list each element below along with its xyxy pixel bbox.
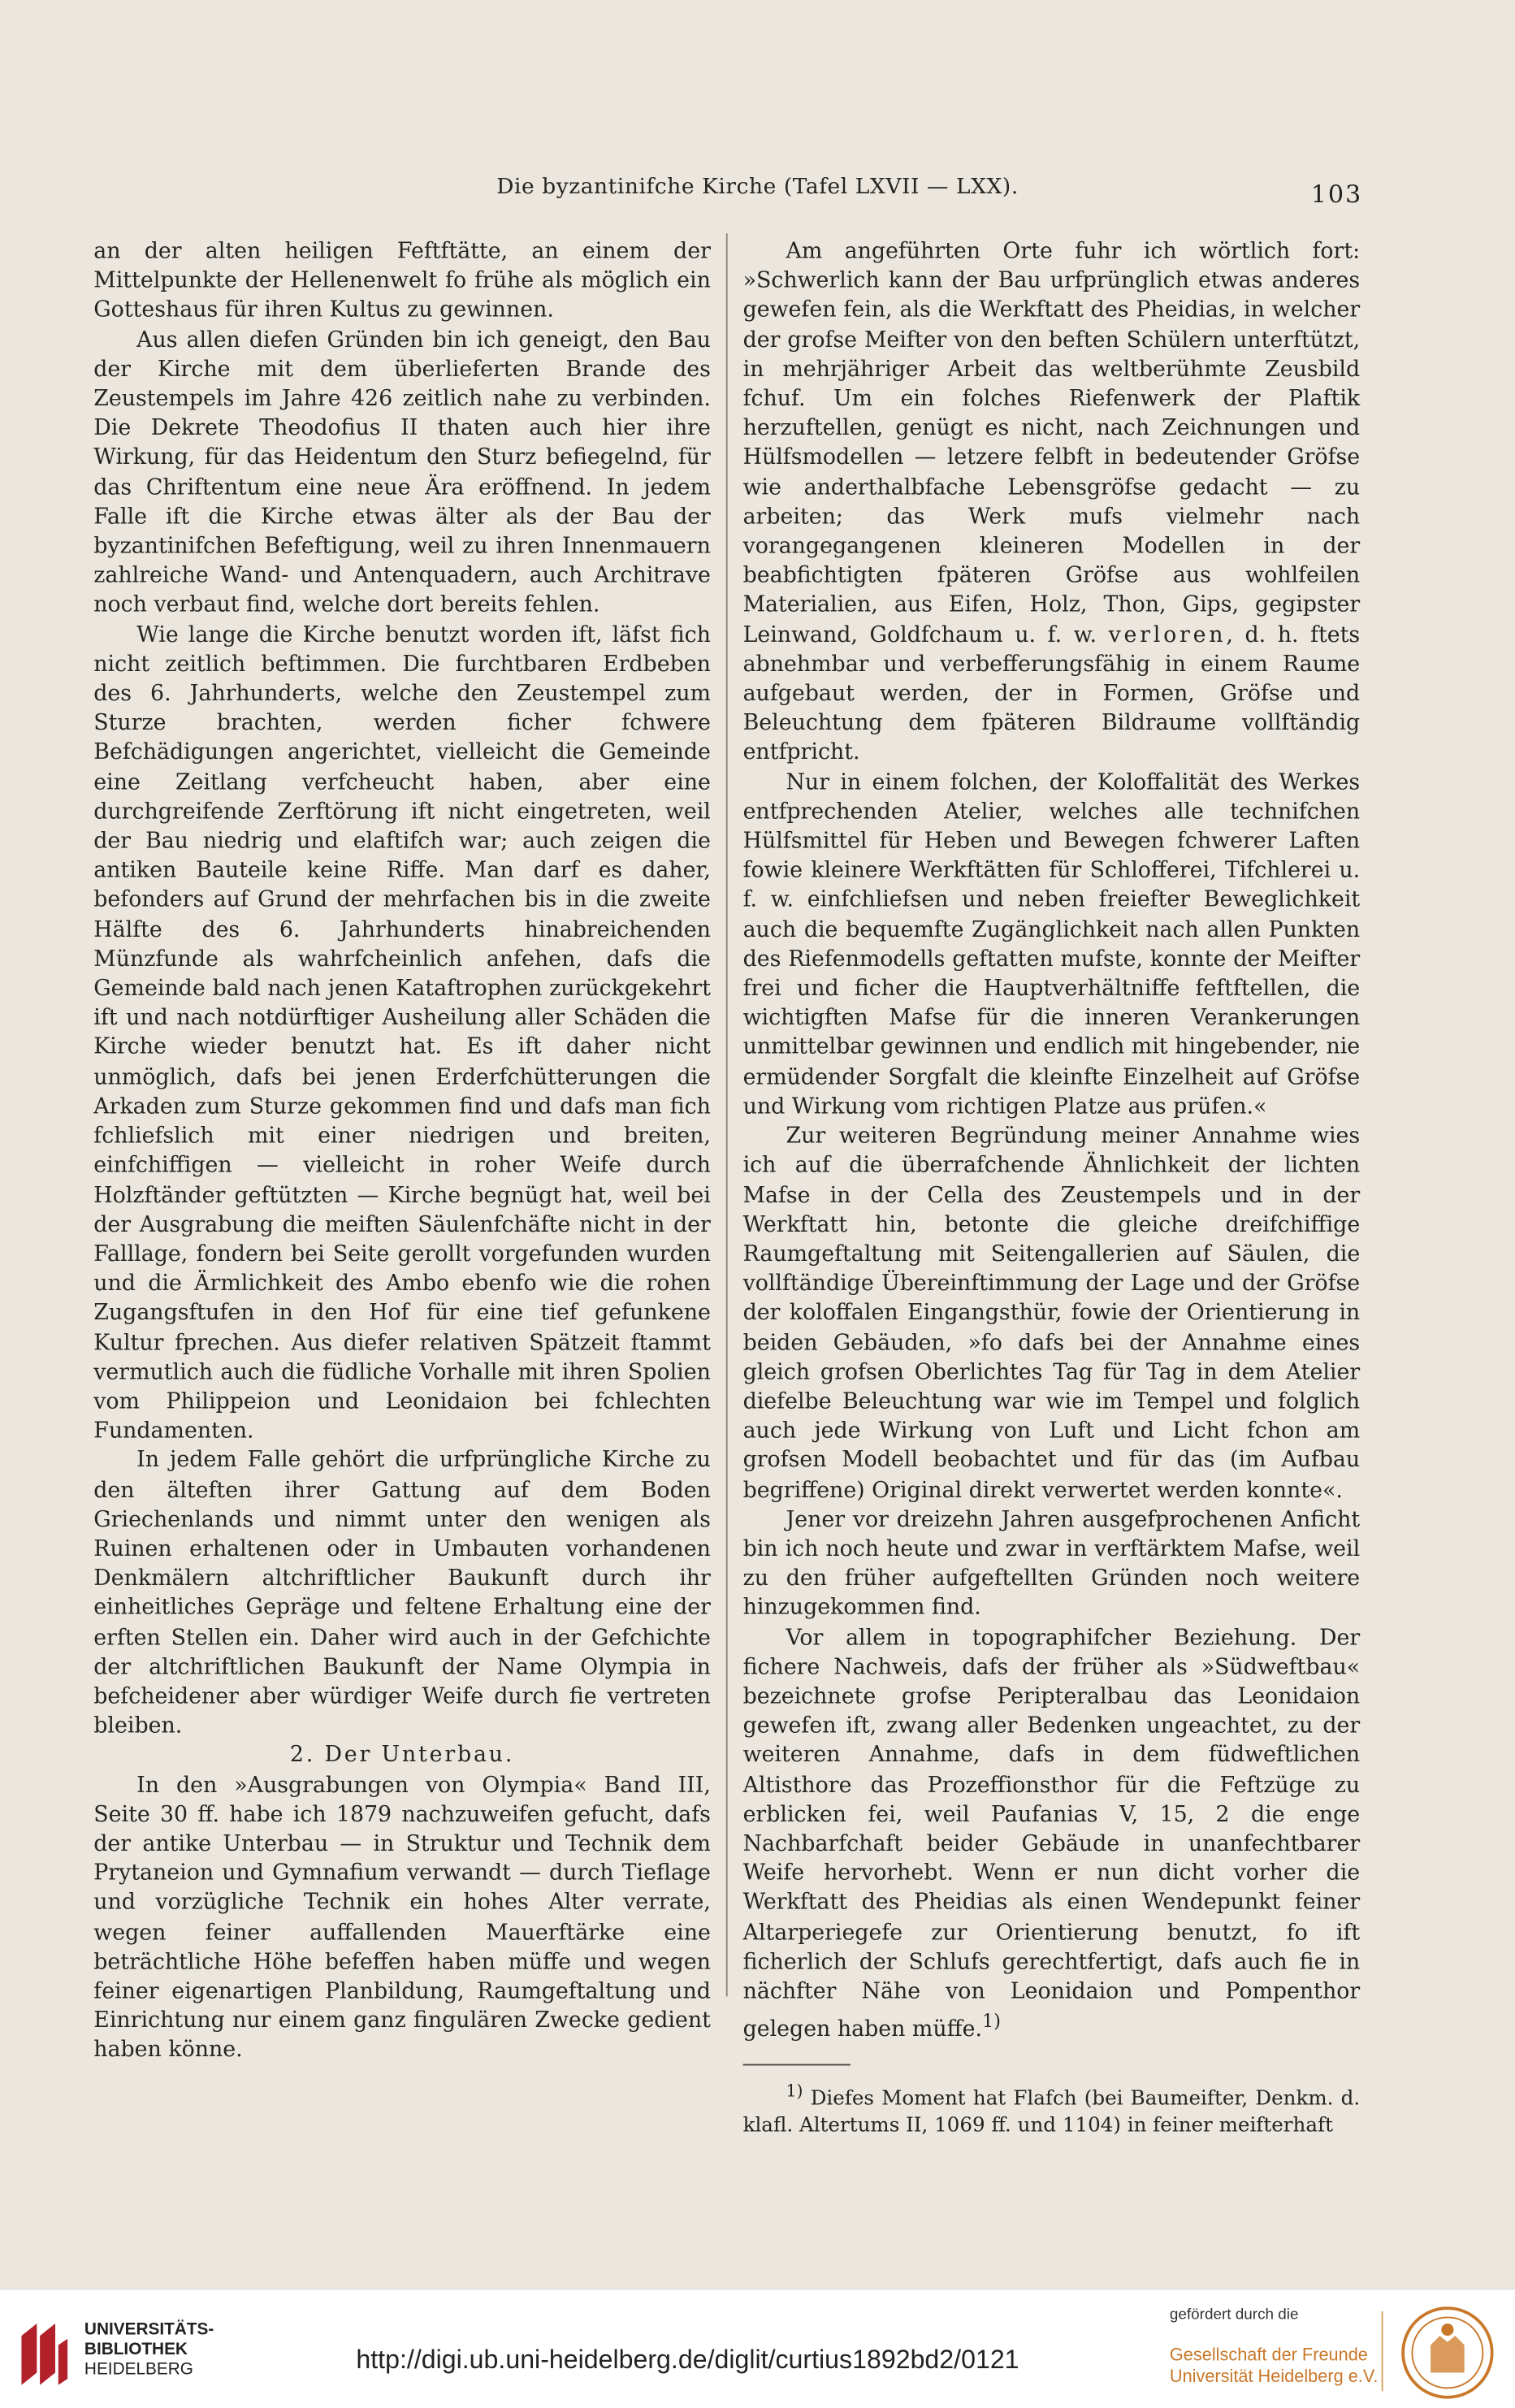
- paragraph: [743, 238, 1361, 769]
- paragraph: Nur in einem folchen, der Koloffalität des Werkes entfprechenden Atelier, welches alle technifchen Hülfsmittel für Heben und Bewegen fchwerer Laften fowie kleinere Werkftätten für Schlofferei, Tifchlerei u. f. w. einfchliefsen und neben freiefter Beweglichkeit auch die bequemfte Zugänglichkeit nach allen Punkten des Riefenmodells geftatten mufste, konnte der Meifter frei und ficher die Hauptverhältniffe feftftellen, die wichtigften Mafse für die inneren Verankerungen unmittelbar gewinnen und endlich mit hingebender, nie ermüdender Sorgfalt die kleinfte Einzelheit auf Gröfse und Wirkung vom richtigen Platze aus prüfen.«: [742, 770, 1361, 1120]
- paragraph: Jener vor dreizehn Jahren ausgefprochenen Anficht bin ich noch heute und zwar in verftärktem Mafse, weil zu den früher aufgeftellten Gründen noch weitere hinzugekommen find.: [742, 1507, 1361, 1621]
- society-name: [1170, 2345, 1378, 2388]
- spaced-word: verloren: [1108, 622, 1227, 648]
- footer-bar: [0, 2289, 1515, 2408]
- column-divider: [726, 233, 728, 1996]
- text-run: Am angeführten Orte fuhr ich wörtlich fort: »Schwerlich kann der Bau urfprünglich etwas anderes gewefen fein, als die Werkftatt des Pheidias, in welcher der grofse Meifter von den beften Schülern unterftützt, in mehrjähriger Arbeit das weltberühmte Zeusbild fchuf. Um ein folches Riefenwerk der Plaftik herzuftellen, genügt es nicht, nach Zeichnungen und Hülfsmodellen — letzere felbft in bedeutender Gröfse wie anderthalbfache Lebensgröfse gedacht — zu arbeiten; das Werk mufs vielmehr nach vorangegangenen kleineren Modellen in der beabfichtigten fpäteren Gröfse aus wohlfeilen Materialien, aus Eifen, Holz, Thon, Gips, gegipster Leinwand, Goldfchaum u. f. w.: [742, 239, 1361, 648]
- running-title: Die byzantinifche Kirche (Tafel LXVII — LXX).: [496, 175, 1019, 200]
- footer-divider: [1382, 2311, 1383, 2391]
- footnote: [743, 2078, 1361, 2142]
- paragraph: an der alten heiligen Feftftätte, an einem der Mittelpunkte der Hellenenwelt fo frühe als möglich ein Gotteshaus für ihren Kultus zu gewinnen.: [93, 239, 711, 323]
- library-name-line: BIBLIOTHEK: [84, 2340, 188, 2359]
- page-number: 103: [1310, 180, 1363, 210]
- footnote-text: Diefes Moment hat Flafch (bei Baumeifter, Denkm. d. klafl. Altertums II, 1069 ff. und 1104) in feiner meifterhaft: [742, 2087, 1361, 2139]
- footnote-marker: 1): [786, 2081, 803, 2102]
- footnote-rule: [743, 2064, 851, 2066]
- paragraph: Zur weiteren Begründung meiner Annahme wies ich auf die überrafchende Ähnlichkeit der lichten Mafse in der Cella des Zeustempels und in der Werkftatt hin, betonte die gleiche dreifchiffige Raumgeftaltung mit Seitengallerien auf Säulen, die vollftändige Übereinftimmung der Lage und der Gröfse der koloffalen Eingangsthür, fowie der Orientierung in beiden Gebäuden, »fo dafs bei der Annahme eines gleich grofsen Oberlichtes Tag für Tag in dem Atelier diefelbe Beleuchtung war wie im Tempel und folglich auch jede Wirkung von Luft und Licht fchon am grofsen Modell beobachtet und für das (im Aufbau begriffene) Original direkt verwertet werden konnte«.: [742, 1124, 1361, 1503]
- paragraph: In den »Ausgrabungen von Olympia« Band III, Seite 30 ff. habe ich 1879 nachzuweifen gefucht, dafs der antike Unterbau — in Struktur und Technik dem Prytaneion und Gymnafium verwandt — durch Tieflage und vorzügliche Technik ein hohes Alter verrate, wegen feiner auffallenden Mauerftärke eine beträchtliche Höhe befeffen haben müffe und wegen feiner eigenartigen Planbildung, Raumgeftaltung und Einrichtung nur einem ganz fingulären Zwecke gedient haben könne.: [93, 1773, 711, 2064]
- text-run: Vor allem in topographifcher Beziehung. Der fichere Nachweis, dafs der früher als »Südweftbau« bezeichnete grofse Peripteralbau das Leonidaion gewefen ift, zwang aller Bedenken ungeachtet, zu der weiteren Annahme, dafs in dem füdweftlichen Altisthore das Prozeffionsthor für die Feftzüge zu erblicken fei, weil Paufanias V, 15, 2 die enge Nachbarfchaft beider Gebäude in unanfechtbarer Weife hervorhebt. Wenn er nun dicht vorher die Werkftatt des Pheidias als einen Wendepunkt feiner Altarperiegefe zur Orientierung benutzt, fo ift ficherlich der Schlufs gerechtfertigt, dafs auch fie in nächfter Nähe von Leonidaion und Pompenthor gelegen haben müffe.: [742, 1625, 1361, 2042]
- permalink-url[interactable]: http://digi.ub.uni-heidelberg.de/diglit/curtius1892bd2/0121: [356, 2345, 1019, 2375]
- society-name-line: Universität Heidelberg e.V.: [1169, 2367, 1379, 2387]
- library-logo-icon: [15, 2317, 74, 2391]
- left-column: [93, 238, 711, 2067]
- section-heading: 2. Der Unterbau.: [289, 1743, 515, 1769]
- footnote-ref: 1): [982, 2010, 1001, 2033]
- society-name-line: Gesellschaft der Freunde: [1169, 2346, 1368, 2366]
- right-column: [743, 238, 1361, 2142]
- paragraph: Wie lange die Kirche benutzt worden ift, läfst fich nicht zeitlich beftimmen. Die furchtbaren Erdbeben des 6. Jahrhunderts, welche den Zeustempel zum Sturze brachten, werden ficher fchwere Befchädigungen angerichtet, vielleicht die Gemeinde eine Zeitlang verfcheucht haben, aber eine durchgreifende Zerftörung ift nicht eingetreten, weil der Bau niedrig und elaftifch war; auch zeigen die antiken Bauteile keine Riffe. Man darf es daher, befonders auf Grund der mehrfachen bis in die zweite Hälfte des 6. Jahrhunderts hinabreichenden Münzfunde als wahrfcheinlich anfehen, dafs die Gemeinde bald nach jenen Kataftrophen zurückgekehrt ift und nach notdürftiger Ausheilung aller Schäden die Kirche wieder benutzt hat. Es ift daher nicht unmöglich, dafs bei jenen Erderfchütterungen die Arkaden zum Sturze gekommen find und dafs man fich fchliefslich mit einer niedrigen und breiten, einfchiffigen — vielleicht in roher Weife durch Holzftänder geftützten — Kirche begnügt hat, weil bei der Ausgrabung die meiften Säulenfchäfte nicht in der Falllage, fondern bei Seite gerollt vorgefunden wurden und die Ärmlichkeit des Ambo ebenfo wie die rohen Zugangsftufen in den Hof für eine tief gefunkene Kultur fprechen. Aus diefer relativen Spätzeit ftammt vermutlich auch die füdliche Vorhalle mit ihren Spolien vom Philippeion und Leonidaion bei fchlechten Fundamenten.: [93, 622, 711, 1444]
- university-seal-icon: [1400, 2305, 1495, 2400]
- paragraph: In jedem Falle gehört die urfprüngliche Kirche zu den älteften ihrer Gattung auf dem Boden Griechenlands und nimmt unter den wenigen als Ruinen erhaltenen oder in Umbauten vorhandenen Denkmälern altchriftlicher Baukunft durch ihr einheitliches Gepräge und feltene Erhaltung eine der erften Stellen ein. Daher wird auch in der Gefchichte der altchriftlichen Baukunft der Name Olympia in befcheidener aber würdiger Weife durch fie vertreten bleiben.: [93, 1449, 711, 1739]
- funded-by-label: gefördert durch die: [1169, 2306, 1299, 2324]
- text-run: , d. h. ftets abnehmbar und verbefferungsfähig in einem Raume aufgebaut werden, der in Formen, Gröfse und Beleuchtung dem fpäteren Bildraume vollftändig entfpricht.: [742, 622, 1361, 766]
- paragraph: [743, 1624, 1361, 2046]
- paragraph: Aus allen diefen Gründen bin ich geneigt, den Bau der Kirche mit dem überlieferten Brande des Zeustempels im Jahre 426 zeitlich nahe zu verbinden. Die Dekrete Theodofius II thaten auch hier ihre Wirkung, für das Heidentum den Sturz befiegelnd, für das Chriftentum eine neue Ära eröffnend. In jedem Falle ift die Kirche etwas älter als der Bau der byzantinifchen Befeftigung, weil zu ihren Innenmauern zahlreiche Wand- und Antenquadern, auch Architrave noch verbaut find, welche dort bereits fehlen.: [93, 327, 711, 618]
- library-name-line: UNIVERSITÄTS-: [84, 2320, 214, 2339]
- library-name: [84, 2320, 214, 2380]
- library-name-line: HEIDELBERG: [84, 2360, 193, 2380]
